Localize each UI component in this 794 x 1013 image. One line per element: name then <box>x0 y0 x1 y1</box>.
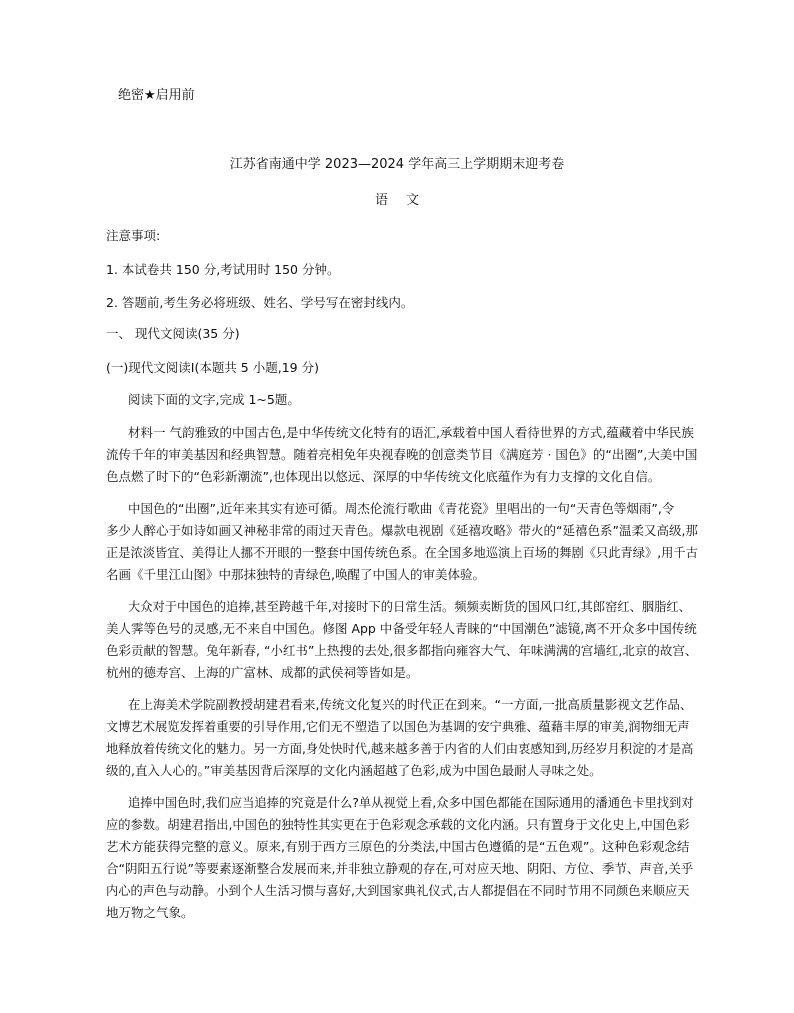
notes-item-2: 2. 答题前,考生务必将班级、姓名、学号写在密封线内。 <box>106 295 414 310</box>
notes-item-1: 1. 本试卷共 150 分,考试用时 150 分钟。 <box>106 262 340 277</box>
passage-line: 地释放着传统文化的魅力。另一方面,身处快时代,越来越多善于内省的人们由衷感知到,历经岁月积淀的才是高 <box>106 742 694 756</box>
passage-line: 中国色的“出圈”,近年来其实有迹可循。周杰伦流行歌曲《青花瓷》里唱出的一句“天青色等烟雨”,令 <box>128 501 675 516</box>
passage-line: 名画《千里江山图》中那抹独特的青绿色,唤醒了中国人的审美体验。 <box>106 567 485 582</box>
passage-line: 艺术方能获得完整的意义。原来,有别于西方三原色的分类法,中国古色遵循的是“五色观”。这种色彩观念结 <box>106 839 690 854</box>
passage-line: 正是浓淡皆宜、美得让人挪不开眼的一整套中国传统色系。在全国多地巡演上百场的舞剧《只此青绿》,用千古 <box>106 546 698 560</box>
passage-line: 应的参数。胡建君指出,中国色的独特性其实更在于色彩观念承载的文化内涵。只有置身于文化史上,中国色彩 <box>106 818 690 832</box>
passage-line: 合“阴阳五行说”等要素逐渐整合发展而来,并非独立静观的存在,可对应天地、阴阳、方位、季节、声音,关乎 <box>106 861 694 876</box>
passage-line: 文博艺术展览发挥着重要的引导作用,它们无不塑造了以国色为基调的安宁典雅、蕴藉丰厚的审美,润物细无声 <box>106 720 690 734</box>
reading-instruction: 阅读下面的文字,完成 1~5题。 <box>128 392 300 407</box>
passage-line: 内心的声色与动静。小到个人生活习惯与喜好,大到国家典礼仪式,古人都提倡在不同时节用不同颜色来顺应天 <box>106 884 690 898</box>
passage-line: 美人霁等色号的灵感,无不来自中国色。修图 App 中备受年轻人青睐的“中国潮色”滤镜,离不开众多中国传统 <box>106 621 697 636</box>
passage-line: 材料一 气韵雅致的中国古色,是中华传统文化特有的语汇,承载着中国人看待世界的方式,蕴藏着中华民族 <box>128 425 694 440</box>
passage-line: 杭州的德寿宫、上海的广富林、成都的武侯祠等皆如是。 <box>106 665 419 680</box>
passage-line: 级的,直入人心的。”审美基因背后深厚的文化内涵超越了色彩,成为中国色最耐人寻味之处。 <box>106 763 602 778</box>
passage-line: 追捧中国色时,我们应当追捧的究竟是什么?单从视觉上看,众多中国色都能在国际通用的潘通色卡里找到对 <box>128 796 694 810</box>
section-heading: 一、 现代文阅读(35 分) <box>106 326 240 341</box>
section-subheading: (一)现代文阅读Ⅰ(本题共 5 小题,19 分) <box>106 360 319 375</box>
subject-title: 语文 <box>374 193 437 208</box>
passage-line: 大众对于中国色的追捧,甚至跨越千年,对接时下的日常生活。频频卖断货的国风口红,其郎窑红、胭脂红、 <box>128 600 691 614</box>
exam-title: 江苏省南通中学 2023—2024 学年高三上学期期末迎考卷 <box>229 157 565 172</box>
passage-line: 色点燃了时下的“色彩新潮流”,也体现出以悠远、深厚的中华传统文化底蕴作为有力支撑的文化自信。 <box>106 469 661 484</box>
passage-line: 色彩贡献的智慧。兔年新春, “小红书”上热搜的去处,很多都指向雍容大气、年味满满的宫墙红,北京的故宫、 <box>106 643 698 658</box>
passage-line: 流传千年的审美基因和经典智慧。随着亮相免年央视春晚的创意类节目《满庭芳 · 国色》的“出圈”,大美中国 <box>106 447 698 462</box>
passage-line: 多少人醉心于如诗如画又神秘非常的雨过天青色。爆款电视剧《延禧攻略》带火的“延禧色系”温柔又高级,那 <box>106 523 698 538</box>
confidential-mark: 绝密★启用前 <box>118 88 195 103</box>
passage-line: 地万物之气象。 <box>106 905 194 920</box>
notes-heading: 注意事项: <box>106 228 161 243</box>
passage-line: 在上海美术学院副教授胡建君看来,传统文化复兴的时代正在到来。“一方面,一批高质量影视文艺作品、 <box>128 697 693 712</box>
